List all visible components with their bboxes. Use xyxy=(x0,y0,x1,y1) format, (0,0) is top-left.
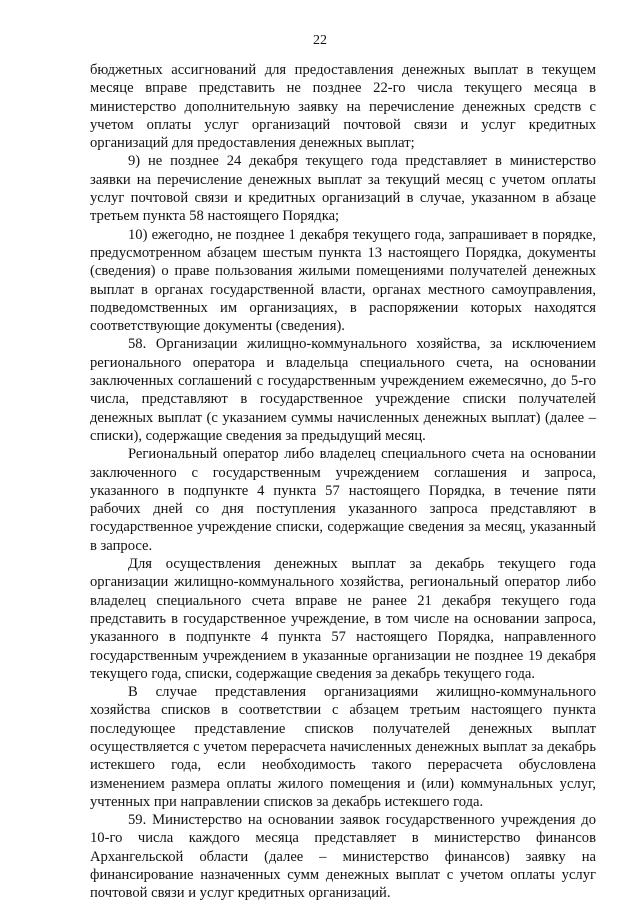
paragraph-clause-58: 58. Организации жилищно-коммунального хозяйства, за исключением регионального оператора и владельца специального счета, на основании заключенных соглашений с государственным учреждением ежемесячно, до 5-го числа, представляют в государственное учреждение списки получателей денежных выплат (с указанием суммы начисленных денежных выплат) (далее – списки), содержащие сведения за предыдущий месяц. xyxy=(90,336,596,444)
paragraph-continuation: бюджетных ассигнований для предоставления денежных выплат в текущем месяце вправе представить не позднее 22-го числа текущего месяца в министерство дополнительную заявку на перечисление денежных средств с учетом оплаты услуг организаций почтовой связи и услуг кредитных организаций для предоставления денежных выплат; xyxy=(90,62,596,152)
document-body xyxy=(90,61,596,903)
page-number: 22 xyxy=(313,33,327,48)
paragraph-recalculation: В случае представления организациями жилищно-коммунального хозяйства списков в соответствии с абзацем третьим настоящего пункта последующее представление списков получателей денежных выплат осуществляется с учетом перерасчета начисленных денежных выплат за декабрь истекшего года, если необходимость такого перерасчета обусловлена изменением размера оплаты жилого помещения и (или) коммунальных услуг, учтенных при направлении списков за декабрь истекшего года. xyxy=(90,684,596,810)
paragraph-december-payments: Для осуществления денежных выплат за декабрь текущего года организации жилищно-коммунального хозяйства, региональный оператор либо владелец специального счета вправе не ранее 21 декабря текущего года представить в государственное учреждение, в том числе на основании запроса, указанного в подпункте 4 пункта 57 настоящего Порядка, направленного государственным учреждением в указанные организации не позднее 19 декабря текущего года, списки, содержащие сведения за декабрь текущего года. xyxy=(90,556,596,682)
paragraph-regional-operator: Региональный оператор либо владелец специального счета на основании заключенного с государственным учреждением соглашения и запроса, указанного в подпункте 4 пункта 57 настоящего Порядка, в течение пяти рабочих дней со дня поступления указанного запроса представляют в государственное учреждение списки, содержащие сведения за месяц, указанный в запросе. xyxy=(90,446,596,554)
paragraph-clause-59: 59. Министерство на основании заявок государственного учреждения до 10-го числа каждого месяца представляет в министерство финансов Архангельской области (далее – министерство финансов) заявку на финансирование назначенных сумм денежных выплат с учетом оплаты услуг почтовой связи и услуг кредитных организаций. xyxy=(90,812,596,902)
paragraph-item-9: 9) не позднее 24 декабря текущего года представляет в министерство заявки на перечисление денежных выплат за текущий месяц с учетом оплаты услуг почтовой связи и кредитных организаций в случае, указанном в абзаце третьем пункта 58 настоящего Порядка; xyxy=(90,153,596,225)
paragraph-item-10: 10) ежегодно, не позднее 1 декабря текущего года, запрашивает в порядке, предусмотренном абзацем шестым пункта 13 настоящего Порядка, документы (сведения) о праве пользования жилыми помещениями получателей денежных выплат в органах государственной власти, органах местного самоуправления, подведомственных им организациях, в распоряжении которых находятся соответствующие документы (сведения). xyxy=(90,226,596,335)
